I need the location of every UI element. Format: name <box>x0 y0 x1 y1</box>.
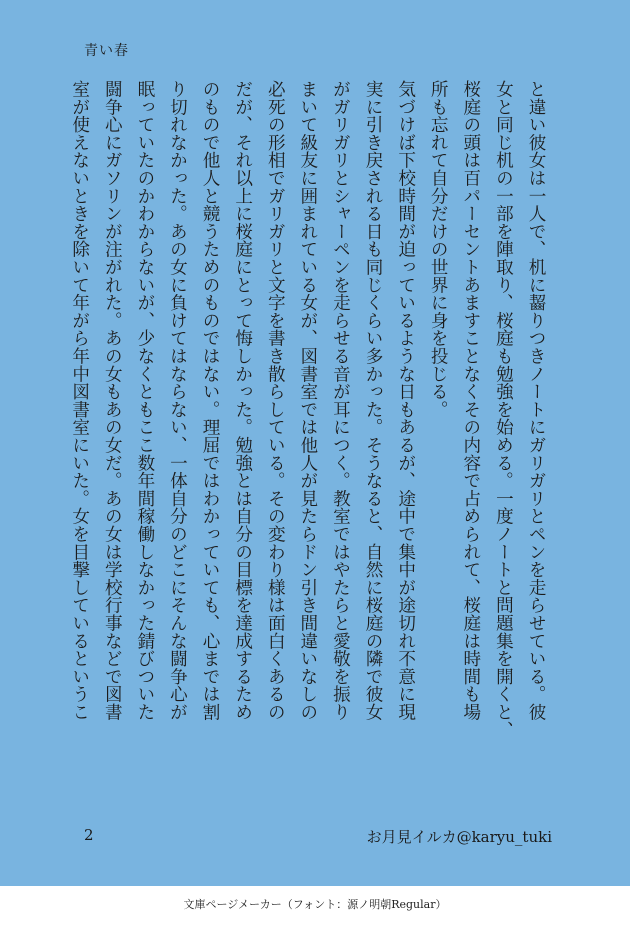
text-column-10: だが、それ以上に桜庭にとって悔しかった。勉強とは自分の目標を達成するため <box>232 80 253 721</box>
text-column-7: がガリガリとシャーペンを走らせる音が耳につく。教室ではやたらと愛敬を振り <box>330 80 351 721</box>
text-column-6: 実に引き戻される日も同じくらい多かった。そうなると、自然に桜庭の隣で彼女 <box>363 80 384 721</box>
generator-caption: 文庫ページメーカー（フォント：源ノ明朝Regular） <box>183 898 447 911</box>
text-column-9: 必死の形相でガリガリと文字を書き散らしている。その変わり様は面白くあるの <box>265 80 286 721</box>
text-column-5: 気づけば下校時間が迫っているような日もあるが、途中で集中が途切れ不意に現 <box>395 80 416 721</box>
page-number: 2 <box>84 826 94 844</box>
text-column-8: まいて級友に囲まれている女が、図書室では他人が見たらドン引き間違いなしの <box>297 80 318 721</box>
text-column-13: 眠っていたのかわからないが、少なくともここ数年間稼働しなかった錆びついた <box>134 80 155 721</box>
text-column-4: 所も忘れて自分だけの世界に身を投じる。 <box>428 80 449 419</box>
text-column-11: のもので他人と競うためのものではない。理屈ではわかっていても、心までは割 <box>200 80 221 721</box>
running-header-title: 青い春 <box>84 43 129 59</box>
text-column-2: 女と同じ机の一部を陣取り、桜庭も勉強を始める。一度ノートと問題集を開くと、 <box>493 80 514 739</box>
text-column-12: り切れなかった。あの女に負けてはならない、一体自分のどこにそんな闘争心が <box>167 80 188 721</box>
text-column-3: 桜庭の頭は百パーセントあますことなくその内容で占められて、桜庭は時間も場 <box>460 80 481 721</box>
text-column-15: 室が使えないときを除いて年がら年中図書室にいた。女を目撃しているというこ <box>69 80 90 721</box>
text-column-1: と違い彼女は一人で、机に齧りつきノートにガリガリとペンを走らせている。彼 <box>526 80 546 721</box>
vertical-body-text <box>63 80 552 785</box>
author-credit: お月見イルカ@karyu_tuki <box>366 828 552 846</box>
text-column-14: 闘争心にガソリンが注がれた。あの女もあの女だ。あの女は学校行事などで図書 <box>102 80 123 721</box>
